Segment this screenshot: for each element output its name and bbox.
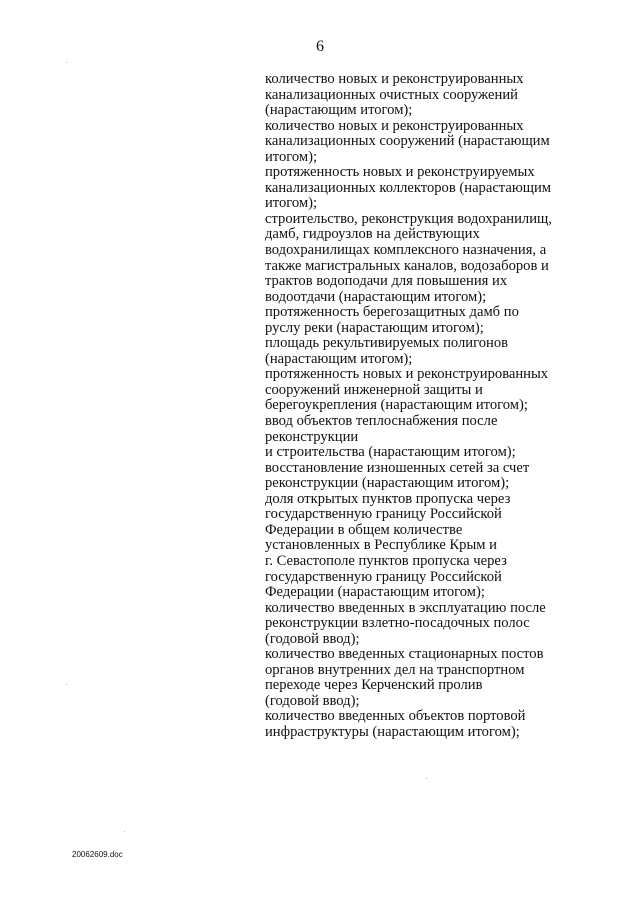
text-line: (нарастающим итогом);	[265, 102, 413, 119]
text-line: количество введенных объектов портовой	[265, 708, 526, 725]
text-line: также магистральных каналов, водозаборов и	[265, 257, 549, 274]
text-line: берегоукрепления (нарастающим итогом);	[265, 397, 528, 414]
text-line: реконструкции взлетно-посадочных полос	[265, 615, 530, 632]
text-line: руслу реки (нарастающим итогом);	[265, 319, 484, 336]
text-line: реконструкции	[265, 428, 359, 445]
text-line: протяженность новых и реконструированных	[265, 366, 549, 383]
text-line: количество новых и реконструированных	[265, 117, 524, 134]
text-line: сооружений инженерной защиты и	[265, 381, 483, 398]
text-line: итогом);	[265, 195, 318, 212]
text-line: площадь рекультивируемых полигонов	[265, 335, 509, 352]
scan-speck	[124, 831, 125, 832]
text-line: водоотдачи (нарастающим итогом);	[265, 288, 487, 305]
text-line: (нарастающим итогом);	[265, 350, 413, 367]
text-line: и строительства (нарастающим итогом);	[265, 444, 516, 461]
text-line: доля открытых пунктов пропуска через	[265, 490, 511, 507]
text-line: канализационных очистных сооружений	[265, 86, 518, 103]
scan-speck	[66, 684, 67, 685]
body-text	[265, 72, 625, 741]
text-line: Федерации в общем количестве	[265, 521, 463, 538]
text-line: государственную границу Российской	[265, 568, 502, 585]
text-line: трактов водоподачи для повышения их	[265, 273, 508, 290]
text-line: водохранилищах комплексного назначения, а	[265, 242, 547, 259]
scan-speck	[426, 778, 427, 779]
scan-speck	[66, 62, 67, 63]
text-line: протяженность новых и реконструируемых	[265, 164, 535, 181]
file-name-footer: 20062609.doc	[72, 850, 123, 859]
page-number: 6	[316, 38, 324, 55]
text-line: канализационных коллекторов (нарастающим	[265, 179, 552, 196]
text-line: органов внутренних дел на транспортном	[265, 661, 525, 678]
text-line: государственную границу Российской	[265, 506, 502, 523]
text-line: восстановление изношенных сетей за счет	[265, 459, 530, 476]
text-line: количество новых и реконструированных	[265, 71, 524, 87]
text-line: переходе через Керченский пролив	[265, 677, 483, 694]
text-line: г. Севастополе пунктов пропуска через	[265, 552, 507, 569]
text-line: реконструкции (нарастающим итогом);	[265, 475, 510, 492]
text-line: ввод объектов теплоснабжения после	[265, 413, 498, 430]
text-line: Федерации (нарастающим итогом);	[265, 584, 485, 601]
text-line: количество введенных в эксплуатацию после	[265, 599, 546, 616]
text-line: строительство, реконструкция водохранилищ,	[265, 210, 552, 227]
text-line: итогом);	[265, 148, 318, 165]
text-line: количество введенных стационарных постов	[265, 646, 544, 663]
text-line: (годовой ввод);	[265, 630, 360, 647]
text-line: протяженность берегозащитных дамб по	[265, 304, 519, 321]
text-line: установленных в Республике Крым и	[265, 537, 497, 554]
text-line: дамб, гидроузлов на действующих	[265, 226, 480, 243]
text-line: канализационных сооружений (нарастающим	[265, 133, 550, 150]
text-line: (годовой ввод);	[265, 692, 360, 709]
text-line: инфраструктуры (нарастающим итогом);	[265, 723, 520, 740]
